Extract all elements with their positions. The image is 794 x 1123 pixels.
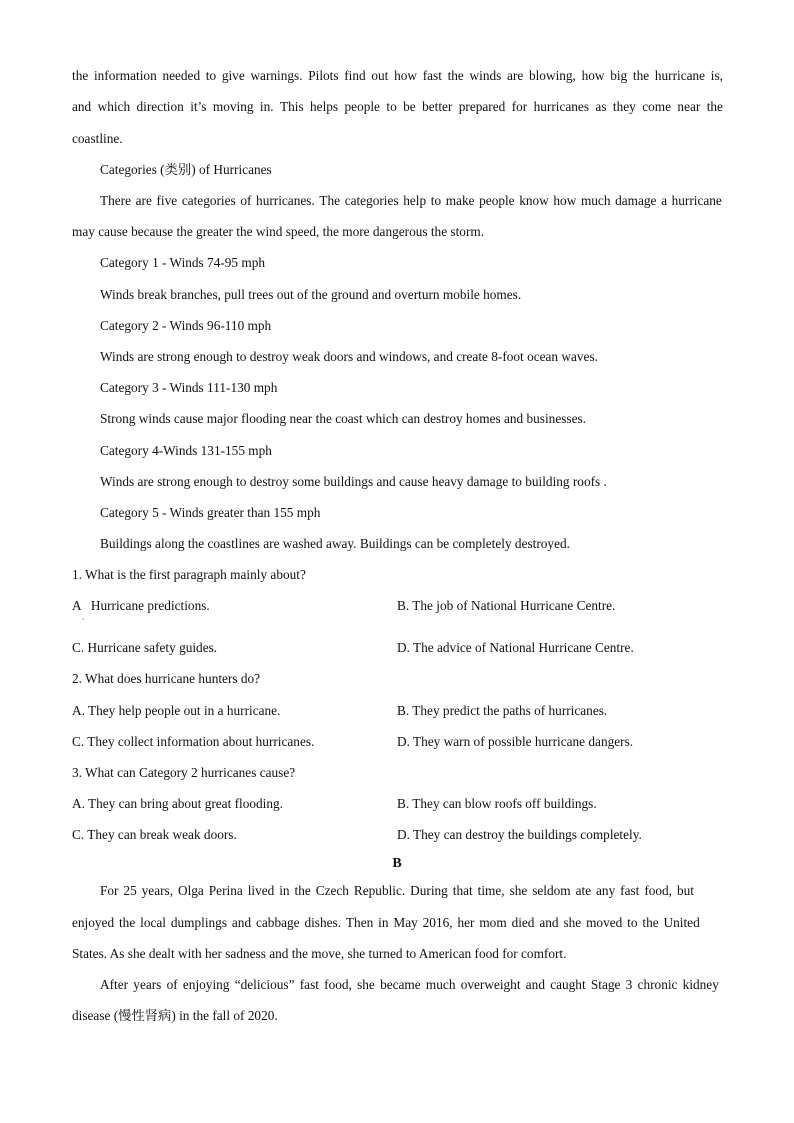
question-2-option-c: C. They collect information about hurricanes. [72,734,315,749]
word: but [676,883,694,898]
word: that [452,883,473,898]
passage-a-line-3: coastline. [72,131,123,146]
word: in. [259,99,274,114]
word: Pilots [308,68,339,83]
word: “delicious” [234,977,295,992]
word: how [581,68,605,83]
word: much [580,193,611,208]
word: cabbage [256,915,300,930]
word: chronic [637,977,678,992]
word: Then [345,915,374,930]
word: During [410,883,448,898]
category-3-title: Category 3 - Winds 111-130 mph [100,380,278,395]
word: May [393,915,418,930]
passage-a-line-1 [72,67,723,85]
passage-b-p2-line-1 [100,976,719,994]
word: blowing, [528,68,576,83]
category-3-desc: Strong winds cause major flooding near the coast which can destroy homes and businesses. [100,411,586,426]
word: Perina [208,883,243,898]
word: food, [324,977,352,992]
word: make [445,193,475,208]
word: warnings. [250,68,303,83]
word: it’s [190,99,207,114]
categories-heading: Categories (类别) of Hurricanes [100,162,272,177]
word: After [100,977,129,992]
word: the [447,68,464,83]
question-3-option-a: A. They can bring about great flooding. [72,796,283,811]
word: years, [141,883,174,898]
word: are [135,193,152,208]
word: 3 [625,977,633,992]
word: This [279,99,304,114]
word: of [166,977,178,992]
word: hurricanes [533,99,590,114]
category-4-title: Category 4-Winds 131-155 mph [100,443,272,458]
word: and [525,977,545,992]
word: to [386,99,397,114]
word: as [595,99,607,114]
word: fast [620,883,640,898]
word: enjoyed [72,915,115,930]
word: time, [477,883,505,898]
word: moved [586,915,623,930]
word: information [93,68,157,83]
word: 2016, [422,915,453,930]
word: enjoying [182,977,230,992]
word: caught [550,977,586,992]
word: people [479,193,515,208]
word: fast [299,977,319,992]
word: The [319,193,341,208]
word: is, [710,68,723,83]
word: damage [615,193,657,208]
question-2-option-d: D. They warn of possible hurricane dangers. [397,734,634,749]
word: 25 [123,883,137,898]
word: United [663,915,700,930]
word: moving [212,99,254,114]
category-5-desc: Buildings along the coastlines are washed away. Buildings can be completely destroyed. [100,536,570,551]
category-2-desc: Winds are strong enough to destroy weak doors and windows, and create 8-foot ocean waves. [100,349,598,364]
question-1-stem: 1. What is the first paragraph mainly about? [72,567,306,582]
word: seldom [532,883,571,898]
word: categories [344,193,399,208]
word: any [596,883,616,898]
word: and [72,99,92,114]
passage-b-p1-line-2 [72,914,700,932]
word: come [642,99,672,114]
word: There [100,193,132,208]
word: local [140,915,166,930]
word: dishes. [304,915,342,930]
word: a [661,193,667,208]
question-2-option-b: B. They predict the paths of hurricanes. [397,703,608,718]
word: hurricane [671,193,722,208]
word: for [511,99,528,114]
word: big [610,68,628,83]
word: she [357,977,375,992]
word: died [511,915,535,930]
word: in [378,915,389,930]
passage-b-p1-line-3: States. As she dealt with her sadness and the move, she turned to American food for comfort. [72,946,567,961]
word: and [231,915,252,930]
question-3-option-d: D. They can destroy the buildings completely. [397,827,642,842]
word: people [344,99,380,114]
word: give [221,68,245,83]
word: hurricanes. [256,193,315,208]
word: Stage [590,977,621,992]
stray-dot-mark: · [82,615,85,624]
question-3-option-c: C. They can break weak doors. [72,827,237,842]
word: to [430,193,442,208]
word: Olga [177,883,204,898]
question-1-option-b: B. The job of National Hurricane Centre. [397,598,616,613]
word: which [97,99,131,114]
question-3-stem: 3. What can Category 2 hurricanes cause? [72,765,296,780]
word: near [677,99,701,114]
word: hurricane [654,68,706,83]
question-2-option-a: A. They help people out in a hurricane. [72,703,281,718]
word: how [394,68,417,83]
word: For [100,883,119,898]
categories-intro-line-1 [100,192,722,210]
word: the [118,915,136,930]
word: how [553,193,577,208]
word: in [279,883,290,898]
word: overweight [460,977,521,992]
word: kidney [682,977,719,992]
word: Czech [315,883,349,898]
word: ate [575,883,592,898]
question-1-option-c: C. Hurricane safety guides. [72,640,218,655]
categories-intro-line-2: may cause because the greater the wind speed, the more dangerous the storm. [72,224,485,239]
question-1-option-d: D. The advice of National Hurricane Centre. [397,640,634,655]
word: know [519,193,549,208]
word: prepared [458,99,506,114]
word: they [612,99,636,114]
word: winds [469,68,502,83]
word: are [507,68,524,83]
question-2-stem: 2. What does hurricane hunters do? [72,671,261,686]
word: out [371,68,389,83]
word: be [403,99,416,114]
word: of [240,193,252,208]
word: she [563,915,582,930]
word: dumplings [170,915,228,930]
word: the [706,99,723,114]
word: helps [310,99,339,114]
word: to [627,915,638,930]
passage-b-label: B [392,856,402,871]
word: her [457,915,475,930]
word: and [539,915,559,930]
word: mom [479,915,507,930]
word: five [156,193,178,208]
word: fast [422,68,442,83]
question-3-option-b: B. They can blow roofs off buildings. [397,796,597,811]
word: food, [644,883,673,898]
word: help [403,193,427,208]
passage-b-p2-line-2: disease (慢性肾病) in the fall of 2020. [72,1008,278,1023]
category-4-desc: Winds are strong enough to destroy some buildings and cause heavy damage to building roofs . [100,474,607,489]
word: better [422,99,453,114]
word: Republic. [353,883,406,898]
word: she [509,883,528,898]
passage-b-p1-line-1 [100,882,694,900]
category-5-title: Category 5 - Winds greater than 155 mph [100,505,321,520]
word: needed [162,68,201,83]
word: the [642,915,659,930]
category-2-title: Category 2 - Winds 96-110 mph [100,318,272,333]
word: categories [181,193,236,208]
question-1-option-a: A Hurricane predictions. [72,598,210,613]
word: the [632,68,650,83]
passage-a-line-2 [72,98,723,116]
category-1-desc: Winds break branches, pull trees out of the ground and overturn mobile homes. [100,287,522,302]
word: much [425,977,456,992]
category-1-title: Category 1 - Winds 74-95 mph [100,255,266,270]
word: lived [247,883,275,898]
word: the [72,68,89,83]
word: the [294,883,311,898]
word: years [133,977,162,992]
word: to [205,68,217,83]
word: find [344,68,366,83]
word: became [380,977,421,992]
word: direction [136,99,184,114]
